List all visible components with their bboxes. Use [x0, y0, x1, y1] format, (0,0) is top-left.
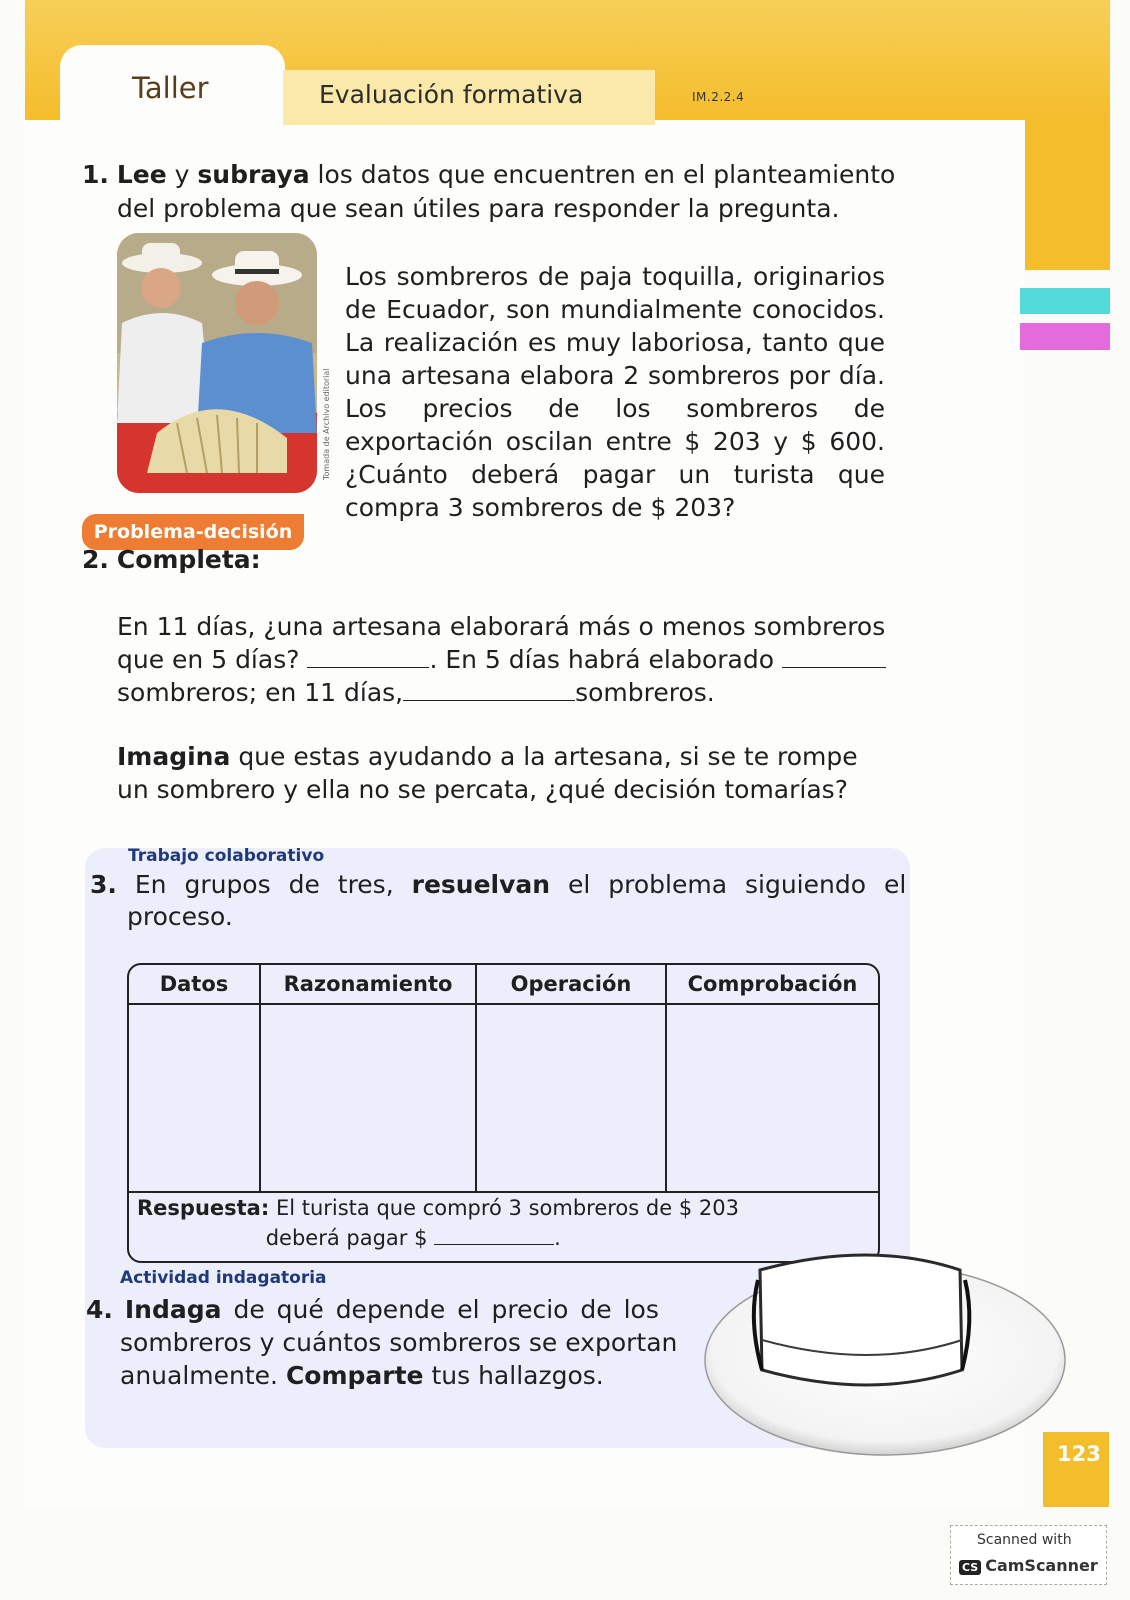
blank-answer-amount[interactable]	[434, 1226, 554, 1245]
q3-number: 3.	[90, 870, 117, 899]
q4-text4: tus hallazgos.	[431, 1361, 604, 1390]
q2-number: 2.	[82, 545, 109, 574]
blank-mas-menos[interactable]	[307, 645, 429, 668]
q2-line3	[117, 676, 715, 709]
answer-label: Respuesta:	[137, 1196, 270, 1220]
q3-line2: proceso.	[127, 902, 233, 931]
col-comprobacion: Comprobación	[667, 965, 878, 1005]
process-table	[127, 963, 880, 1263]
q3-text-bold: resuelvan	[411, 870, 551, 899]
q1-bold-lee: Lee	[116, 160, 167, 189]
hat-illustration	[700, 1240, 1070, 1480]
q4-line3	[120, 1359, 604, 1392]
q4-number: 4.	[86, 1295, 113, 1324]
q2-title-text: Completa:	[116, 545, 261, 574]
cell-comprobacion[interactable]	[667, 1005, 878, 1193]
tab-evaluacion	[283, 70, 655, 125]
cell-datos[interactable]	[129, 1005, 261, 1193]
artisan-photo	[117, 233, 317, 493]
curriculum-code: IM.2.2.4	[692, 90, 745, 104]
scanner-watermark	[950, 1525, 1107, 1585]
q1-rest: los datos que encuentren en el planteamiento	[317, 160, 896, 189]
tab-evaluacion-label: Evaluación formativa	[319, 80, 584, 109]
indagatoria-label: Actividad indagatoria	[120, 1268, 327, 1288]
tab-taller-label: Taller	[132, 71, 209, 105]
q4-line2: sombreros y cuántos sombreros se exportan	[120, 1328, 678, 1357]
col-razonamiento: Razonamiento	[261, 965, 477, 1005]
q4-line1	[86, 1293, 659, 1326]
q1-bold-subraya: subraya	[197, 160, 310, 189]
magenta-bookmark	[1020, 323, 1110, 350]
q4-text1: de qué depende el precio de los	[233, 1295, 659, 1324]
q2-text-c: . En 5 días habrá elaborado	[429, 645, 775, 674]
q4-text3: anualmente.	[120, 1361, 278, 1390]
photo-credit: Tomada de Archivo editorial	[322, 368, 331, 480]
problem-decision-badge: Problema-decisión	[82, 514, 304, 550]
page-number-box	[1043, 1432, 1109, 1507]
q1-number: 1.	[82, 160, 109, 189]
page-number: 123	[1057, 1442, 1101, 1466]
camscanner-logo-icon: CS	[959, 1560, 981, 1575]
q1-y: y	[174, 160, 190, 189]
q4-bold-comparte: Comparte	[285, 1361, 424, 1390]
q2-imagina-bold: Imagina	[117, 742, 231, 771]
q2-imagina-line2: un sombrero y ella no se percata, ¿qué decisión tomarías?	[117, 775, 848, 804]
q3-line1	[90, 868, 906, 901]
cyan-bookmark	[1020, 288, 1110, 314]
q2-title	[82, 543, 261, 576]
q3-text-a: En grupos de tres,	[134, 870, 394, 899]
scanned-with-text: Scanned with	[977, 1532, 1072, 1548]
blank-5-dias[interactable]	[782, 645, 886, 668]
right-yellow-strip	[1025, 120, 1110, 270]
q2-imagina-text: que estas ayudando a la artesana, si se te rompe	[238, 742, 858, 771]
answer-line2: deberá pagar $	[265, 1226, 428, 1250]
answer-line1: El turista que compró 3 sombreros de $ 203	[275, 1196, 739, 1220]
cell-operacion[interactable]	[477, 1005, 667, 1193]
q2-imagina-line1	[117, 740, 858, 773]
q4-bold-indaga: Indaga	[124, 1295, 222, 1324]
q2-text-d: sombreros; en 11 días,	[117, 678, 404, 707]
hat-problem-paragraph: Los sombreros de paja toquilla, originarios de Ecuador, son mundialmente conocidos. La realización es muy laboriosa, tanto que una artesana elabora 2 sombreros por día. Los precios de los sombreros de exportación oscilan entre $ 203 y $ 600. ¿Cuánto deberá pagar un turista que compra 3 sombreros de $ 203?	[345, 262, 885, 522]
scanner-brand-name: CamScanner	[985, 1556, 1098, 1575]
q2-text-e: sombreros.	[575, 678, 715, 707]
q2-text-b: que en 5 días?	[117, 645, 300, 674]
col-datos: Datos	[129, 965, 261, 1005]
cell-razonamiento[interactable]	[261, 1005, 477, 1193]
answer-end: .	[554, 1226, 561, 1250]
scanner-brand	[959, 1556, 1098, 1575]
q3-text-b: el problema siguiendo el	[568, 870, 907, 899]
q2-line2	[117, 643, 886, 676]
q2-line1: En 11 días, ¿una artesana elaborará más o menos sombreros	[117, 612, 886, 641]
q1-line2: del problema que sean útiles para responder la pregunta.	[117, 194, 840, 223]
col-operacion: Operación	[477, 965, 667, 1005]
blank-11-dias[interactable]	[403, 678, 575, 701]
q1-line1	[82, 158, 895, 191]
tab-taller	[60, 45, 285, 135]
collab-label: Trabajo colaborativo	[128, 846, 325, 866]
